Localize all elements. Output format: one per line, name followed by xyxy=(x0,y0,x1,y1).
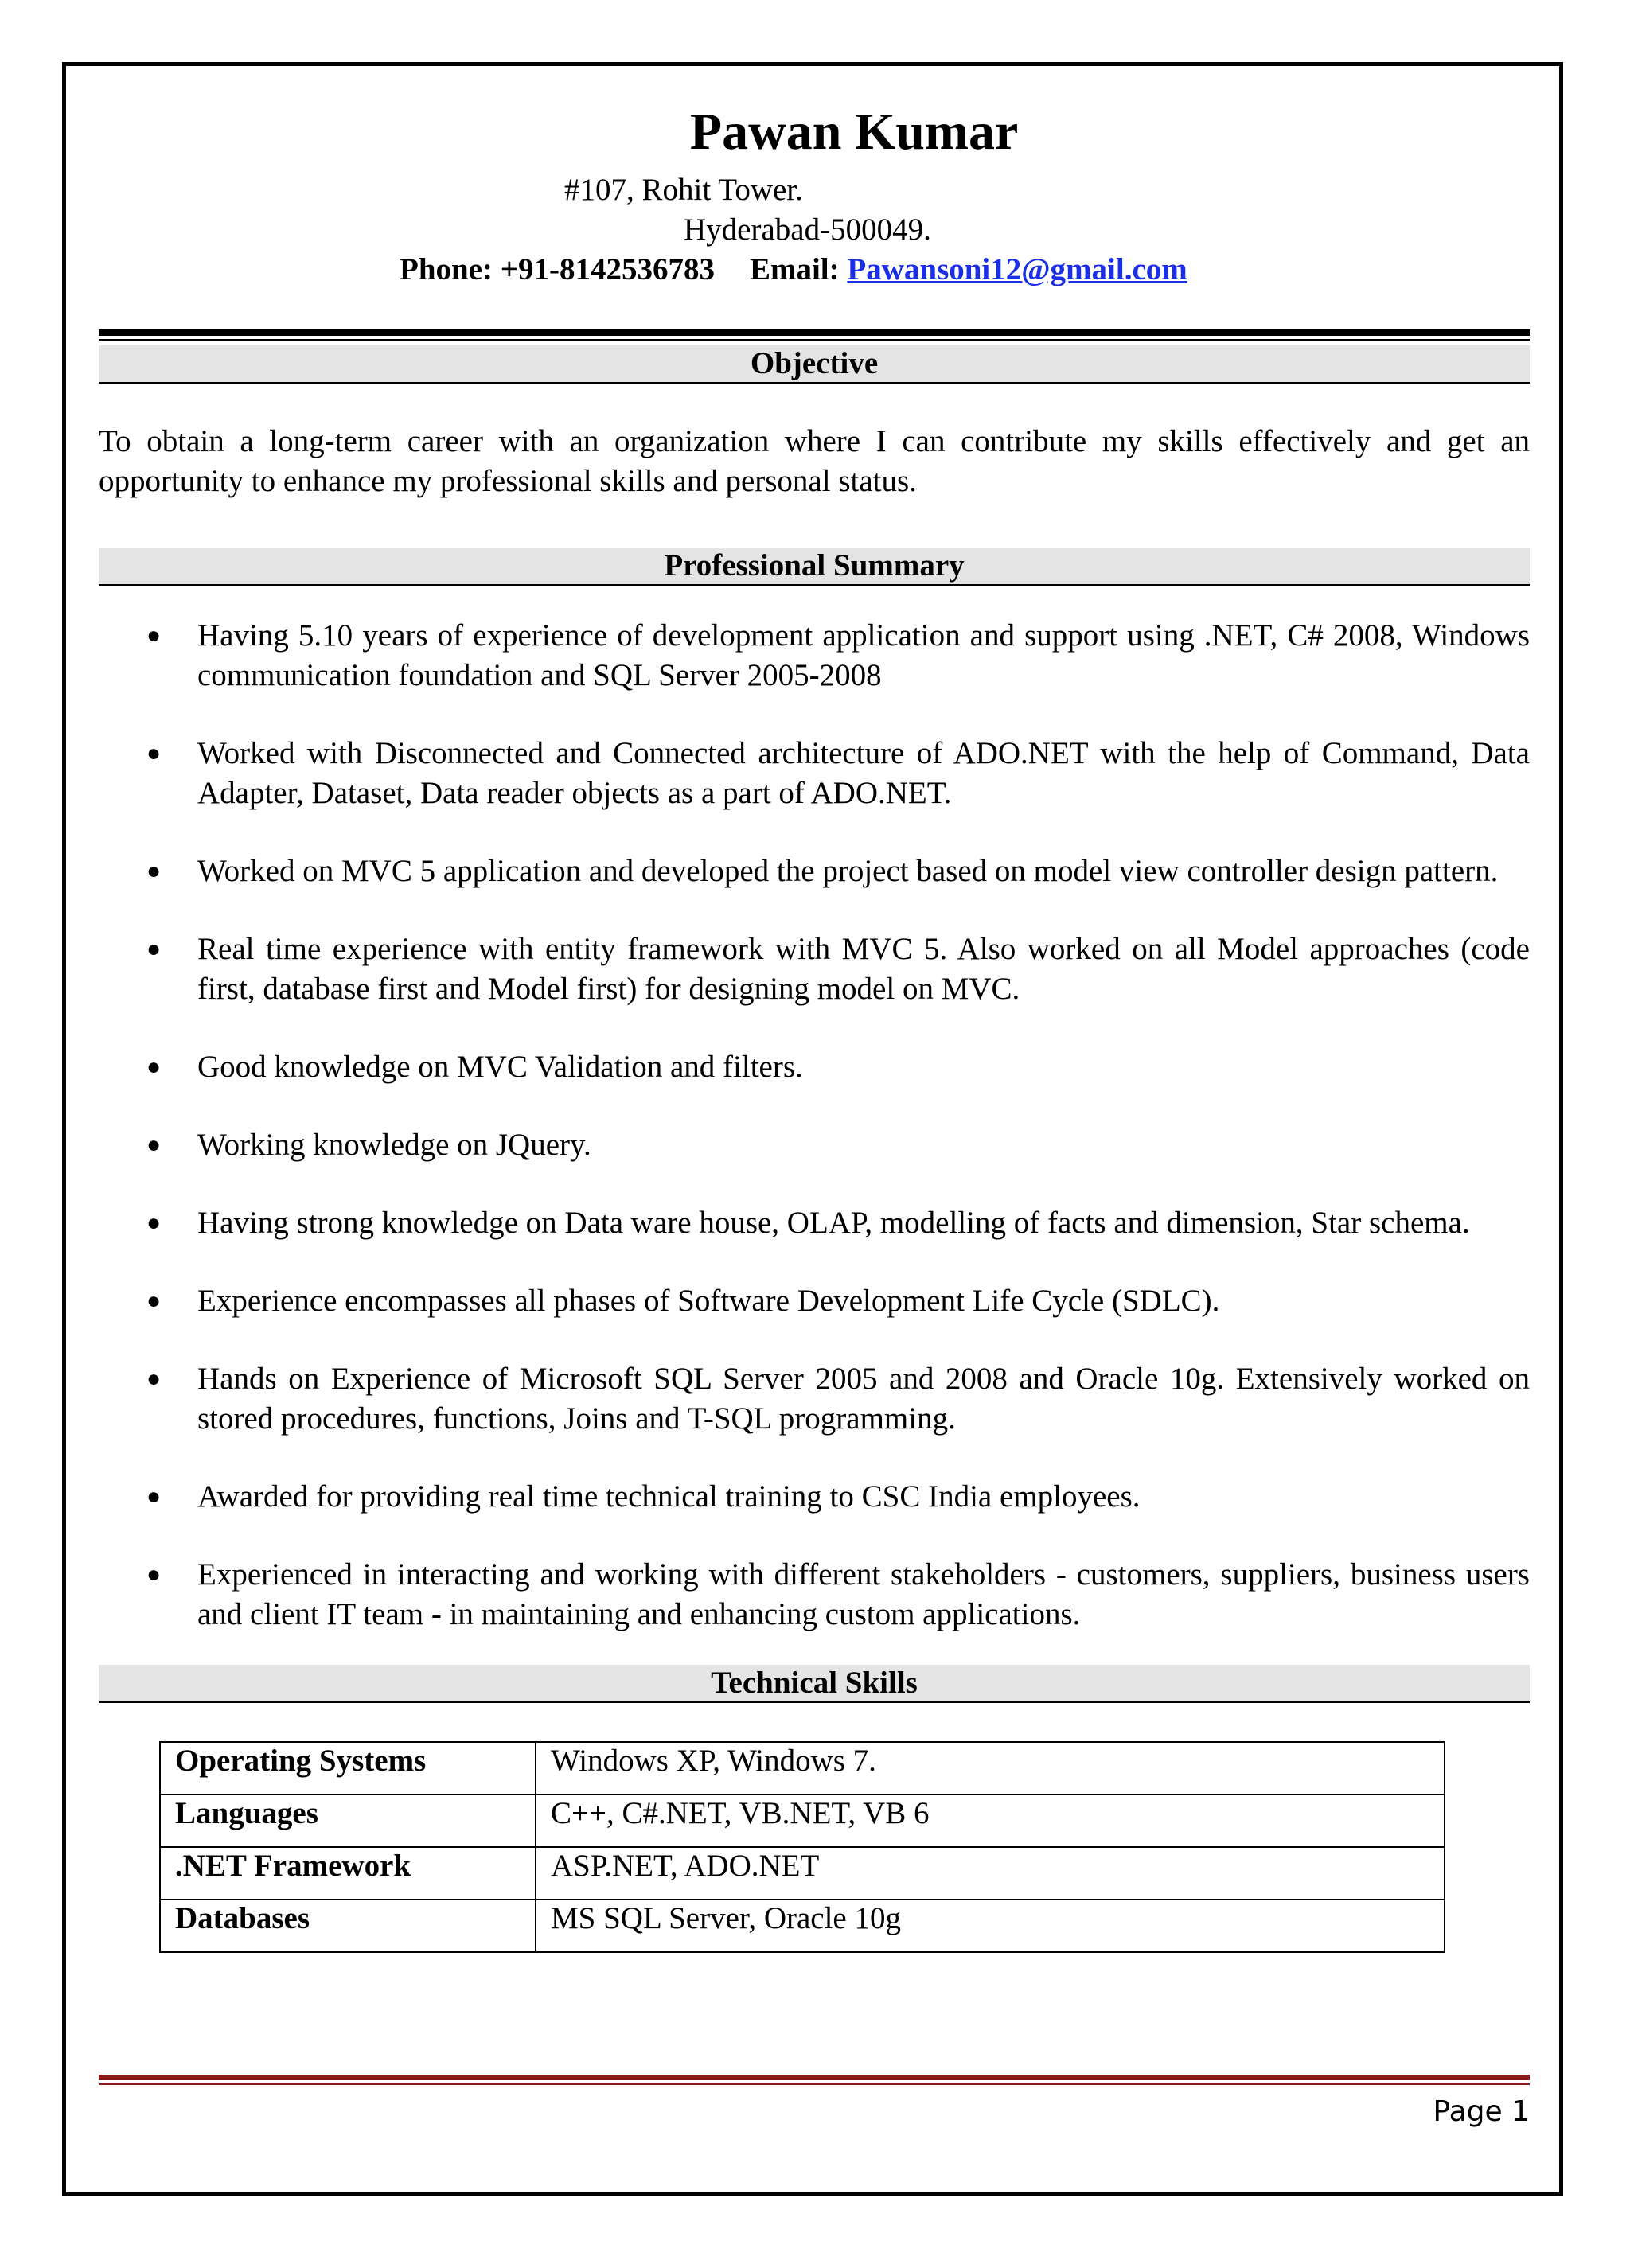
bullet-icon: ● xyxy=(146,622,162,649)
summary-item: ● Working knowledge on JQuery. xyxy=(99,1125,1530,1165)
table-row xyxy=(160,1900,1445,1952)
summary-item: ● Real time experience with entity framework with MVC 5. Also worked on all Model approaches (code first, database first and Model first) for designing model on MVC. xyxy=(99,929,1530,1009)
skill-category: Databases xyxy=(160,1900,536,1952)
bullet-icon: ● xyxy=(146,936,162,962)
footer-divider-thick xyxy=(99,2075,1530,2080)
bullet-icon: ● xyxy=(146,740,162,766)
header-divider-thick xyxy=(99,329,1530,336)
header-divider-thin xyxy=(99,339,1530,341)
technical-skills-heading: Technical Skills xyxy=(99,1665,1530,1703)
bullet-icon: ● xyxy=(146,1210,162,1236)
bullet-icon: ● xyxy=(146,1561,162,1588)
phone-label: Phone: xyxy=(400,252,493,286)
bullet-icon: ● xyxy=(146,1288,162,1314)
skill-value: ASP.NET, ADO.NET xyxy=(536,1847,1445,1900)
objective-heading: Objective xyxy=(99,345,1530,384)
candidate-name: Pawan Kumar xyxy=(689,103,1019,161)
skill-category: Operating Systems xyxy=(160,1742,536,1795)
skill-value: C++, C#.NET, VB.NET, VB 6 xyxy=(536,1795,1445,1847)
address-line-1: #107, Rohit Tower. xyxy=(564,173,803,207)
resume-content xyxy=(99,94,1530,1953)
phone-number: +91-8142536783 xyxy=(500,252,715,286)
summary-item: ● Worked on MVC 5 application and developed the project based on model view controller design pattern. xyxy=(99,851,1530,891)
email-link[interactable]: Pawansoni12@gmail.com xyxy=(847,252,1187,286)
summary-list xyxy=(99,616,1530,1635)
skill-category: Languages xyxy=(160,1795,536,1847)
table-row xyxy=(160,1847,1445,1900)
page-number: Page 1 xyxy=(1433,2095,1530,2128)
summary-item: ● Awarded for providing real time technical training to CSC India employees. xyxy=(99,1477,1530,1517)
objective-text: To obtain a long-term career with an organization where I can contribute my skills effectively and get an opportunity to enhance my professional skills and personal status. xyxy=(99,424,1530,498)
professional-summary-heading: Professional Summary xyxy=(99,548,1530,586)
contact-line xyxy=(99,250,1530,290)
bullet-icon: ● xyxy=(146,1366,162,1392)
skill-value: Windows XP, Windows 7. xyxy=(536,1742,1445,1795)
summary-item: ● Having 5.10 years of experience of development application and support using .NET, C# 2008, Windows communication foundation and SQL Server 2005-2008 xyxy=(99,616,1530,696)
table-row xyxy=(160,1795,1445,1847)
technical-skills-table xyxy=(159,1741,1445,1953)
skill-value: MS SQL Server, Oracle 10g xyxy=(536,1900,1445,1952)
table-row xyxy=(160,1742,1445,1795)
summary-item: ● Hands on Experience of Microsoft SQL Server 2005 and 2008 and Oracle 10g. Extensively worked on stored procedures, functions, Joins and T-SQL programming. xyxy=(99,1359,1530,1439)
summary-item: ● Good knowledge on MVC Validation and filters. xyxy=(99,1047,1530,1087)
bullet-icon: ● xyxy=(146,858,162,884)
summary-item: ● Experience encompasses all phases of Software Development Life Cycle (SDLC). xyxy=(99,1281,1530,1321)
skill-category: .NET Framework xyxy=(160,1847,536,1900)
email-label: Email: xyxy=(749,252,840,286)
bullet-icon: ● xyxy=(146,1132,162,1158)
summary-item: ● Experienced in interacting and working with different stakeholders - customers, suppliers, business users and client IT team - in maintaining and enhancing custom applications. xyxy=(99,1555,1530,1635)
summary-item: ● Having strong knowledge on Data ware house, OLAP, modelling of facts and dimension, Star schema. xyxy=(99,1203,1530,1243)
address-line-2: Hyderabad-500049. xyxy=(684,212,931,247)
footer-divider-thin xyxy=(99,2083,1530,2085)
bullet-icon: ● xyxy=(146,1054,162,1080)
bullet-icon: ● xyxy=(146,1483,162,1510)
summary-item: ● Worked with Disconnected and Connected architecture of ADO.NET with the help of Command, Data Adapter, Dataset, Data reader objects as a part of ADO.NET. xyxy=(99,734,1530,813)
